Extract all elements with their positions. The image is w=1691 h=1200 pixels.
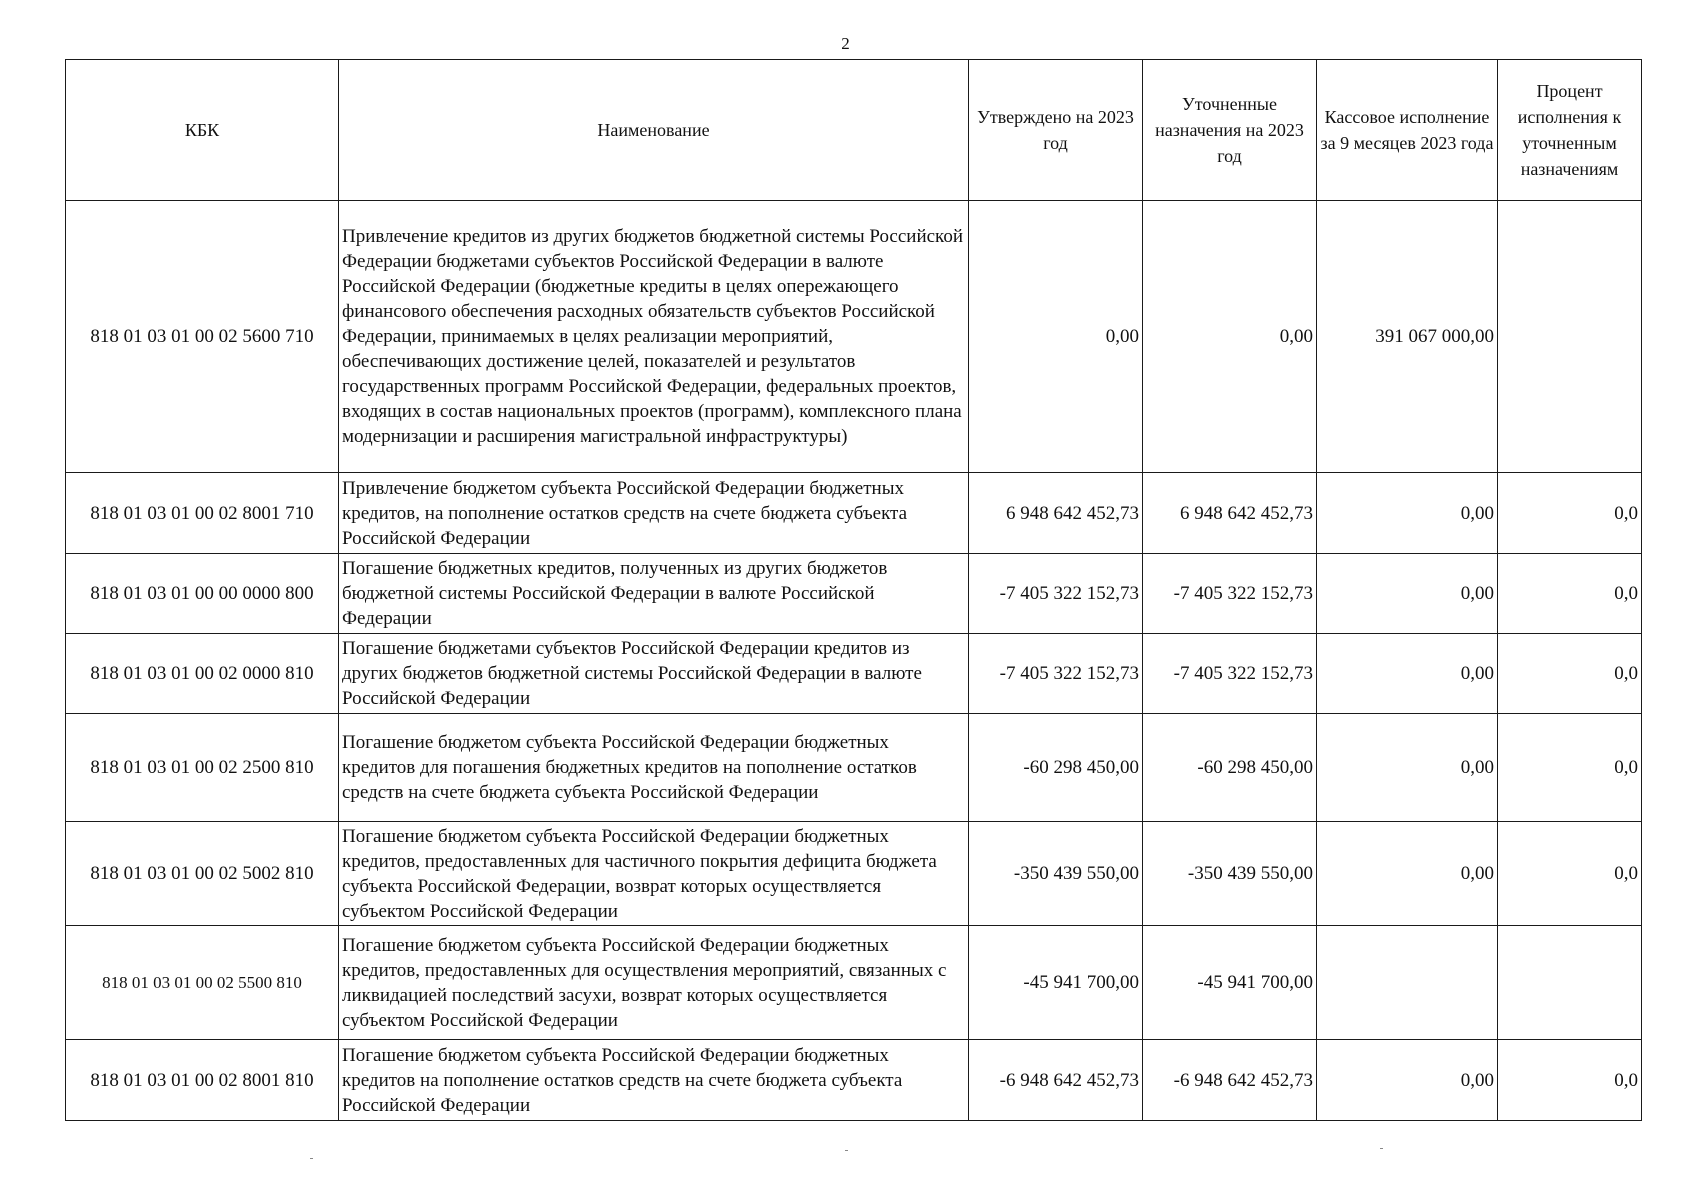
cell-name: Погашение бюджетом субъекта Российской Федерации бюджетных кредитов на пополнение остатков средств на счете бюджета субъекта Российской Федерации (339, 1040, 969, 1121)
cell-revised: -6 948 642 452,73 (1143, 1040, 1317, 1121)
cell-percent: 0,0 (1498, 822, 1642, 926)
cell-kbk: 818 01 03 01 00 02 5600 710 (66, 201, 339, 473)
cell-kbk: 818 01 03 01 00 02 0000 810 (66, 634, 339, 714)
header-approved: Утверждено на 2023 год (969, 60, 1143, 201)
cell-cash: 0,00 (1317, 1040, 1498, 1121)
cell-approved: -60 298 450,00 (969, 714, 1143, 822)
cell-name: Погашение бюджетных кредитов, полученных из других бюджетов бюджетной системы Российской Федерации в валюте Российской Федерации (339, 554, 969, 634)
cell-revised: -45 941 700,00 (1143, 926, 1317, 1040)
header-revised: Уточненные назначения на 2023 год (1143, 60, 1317, 201)
cell-kbk: 818 01 03 01 00 02 5500 810 (66, 926, 339, 1040)
cell-approved: 0,00 (969, 201, 1143, 473)
cell-approved: -7 405 322 152,73 (969, 554, 1143, 634)
cell-approved: -45 941 700,00 (969, 926, 1143, 1040)
scan-speck (845, 1150, 848, 1151)
cell-approved: -7 405 322 152,73 (969, 634, 1143, 714)
table-row (66, 1040, 1642, 1121)
scan-speck (310, 1158, 313, 1159)
cell-name: Погашение бюджетом субъекта Российской Федерации бюджетных кредитов, предоставленных для частичного покрытия дефицита бюджета субъекта Российской Федерации, возврат которых осуществляется субъектом Российской Федерации (339, 822, 969, 926)
cell-percent: 0,0 (1498, 714, 1642, 822)
cell-approved: -6 948 642 452,73 (969, 1040, 1143, 1121)
cell-cash: 391 067 000,00 (1317, 201, 1498, 473)
cell-approved: -350 439 550,00 (969, 822, 1143, 926)
table-row (66, 926, 1642, 1040)
table-row (66, 554, 1642, 634)
table-row (66, 822, 1642, 926)
cell-percent (1498, 926, 1642, 1040)
cell-percent (1498, 201, 1642, 473)
cell-percent: 0,0 (1498, 473, 1642, 554)
table-row (66, 473, 1642, 554)
cell-kbk: 818 01 03 01 00 02 8001 810 (66, 1040, 339, 1121)
table-row (66, 634, 1642, 714)
cell-revised: -7 405 322 152,73 (1143, 554, 1317, 634)
cell-cash: 0,00 (1317, 822, 1498, 926)
budget-table (65, 59, 1642, 1121)
cell-cash: 0,00 (1317, 473, 1498, 554)
cell-kbk: 818 01 03 01 00 02 2500 810 (66, 714, 339, 822)
cell-cash: 0,00 (1317, 554, 1498, 634)
cell-cash: 0,00 (1317, 714, 1498, 822)
cell-name: Погашение бюджетами субъектов Российской Федерации кредитов из других бюджетов бюджетной системы Российской Федерации в валюте Российской Федерации (339, 634, 969, 714)
page-number: 2 (841, 34, 850, 53)
header-percent: Процент исполнения к уточненным назначениям (1498, 60, 1642, 201)
cell-name: Привлечение кредитов из других бюджетов бюджетной системы Российской Федерации бюджетами субъектов Российской Федерации в валюте Российской Федерации (бюджетные кредиты в целях опережающего финансового обеспечения расходных обязательств субъектов Российской Федерации, принимаемых в целях реализации мероприятий, обеспечивающих достижение целей, показателей и результатов государственных программ Российской Федерации, федеральных проектов, входящих в состав национальных проектов (программ), комплексного плана модернизации и расширения магистральной инфраструктуры) (339, 201, 969, 473)
cell-revised: 0,00 (1143, 201, 1317, 473)
header-name: Наименование (339, 60, 969, 201)
cell-cash: 0,00 (1317, 634, 1498, 714)
cell-revised: -350 439 550,00 (1143, 822, 1317, 926)
cell-revised: -7 405 322 152,73 (1143, 634, 1317, 714)
cell-percent: 0,0 (1498, 634, 1642, 714)
cell-kbk: 818 01 03 01 00 02 8001 710 (66, 473, 339, 554)
cell-approved: 6 948 642 452,73 (969, 473, 1143, 554)
cell-name: Погашение бюджетом субъекта Российской Федерации бюджетных кредитов для погашения бюджетных кредитов на пополнение остатков средств на счете бюджета субъекта Российской Федерации (339, 714, 969, 822)
cell-percent: 0,0 (1498, 1040, 1642, 1121)
cell-percent: 0,0 (1498, 554, 1642, 634)
cell-name: Привлечение бюджетом субъекта Российской Федерации бюджетных кредитов, на пополнение остатков средств на счете бюджета субъекта Российской Федерации (339, 473, 969, 554)
table-row (66, 714, 1642, 822)
cell-cash (1317, 926, 1498, 1040)
cell-revised: -60 298 450,00 (1143, 714, 1317, 822)
cell-kbk: 818 01 03 01 00 00 0000 800 (66, 554, 339, 634)
scan-speck (1380, 1148, 1383, 1149)
cell-name: Погашение бюджетом субъекта Российской Федерации бюджетных кредитов, предоставленных для осуществления мероприятий, связанных с ликвидацией последствий засухи, возврат которых осуществляется субъектом Российской Федерации (339, 926, 969, 1040)
table-header-row (66, 60, 1642, 201)
cell-kbk: 818 01 03 01 00 02 5002 810 (66, 822, 339, 926)
header-kbk: КБК (66, 60, 339, 201)
header-cash: Кассовое исполнение за 9 месяцев 2023 года (1317, 60, 1498, 201)
cell-revised: 6 948 642 452,73 (1143, 473, 1317, 554)
table-row (66, 201, 1642, 473)
